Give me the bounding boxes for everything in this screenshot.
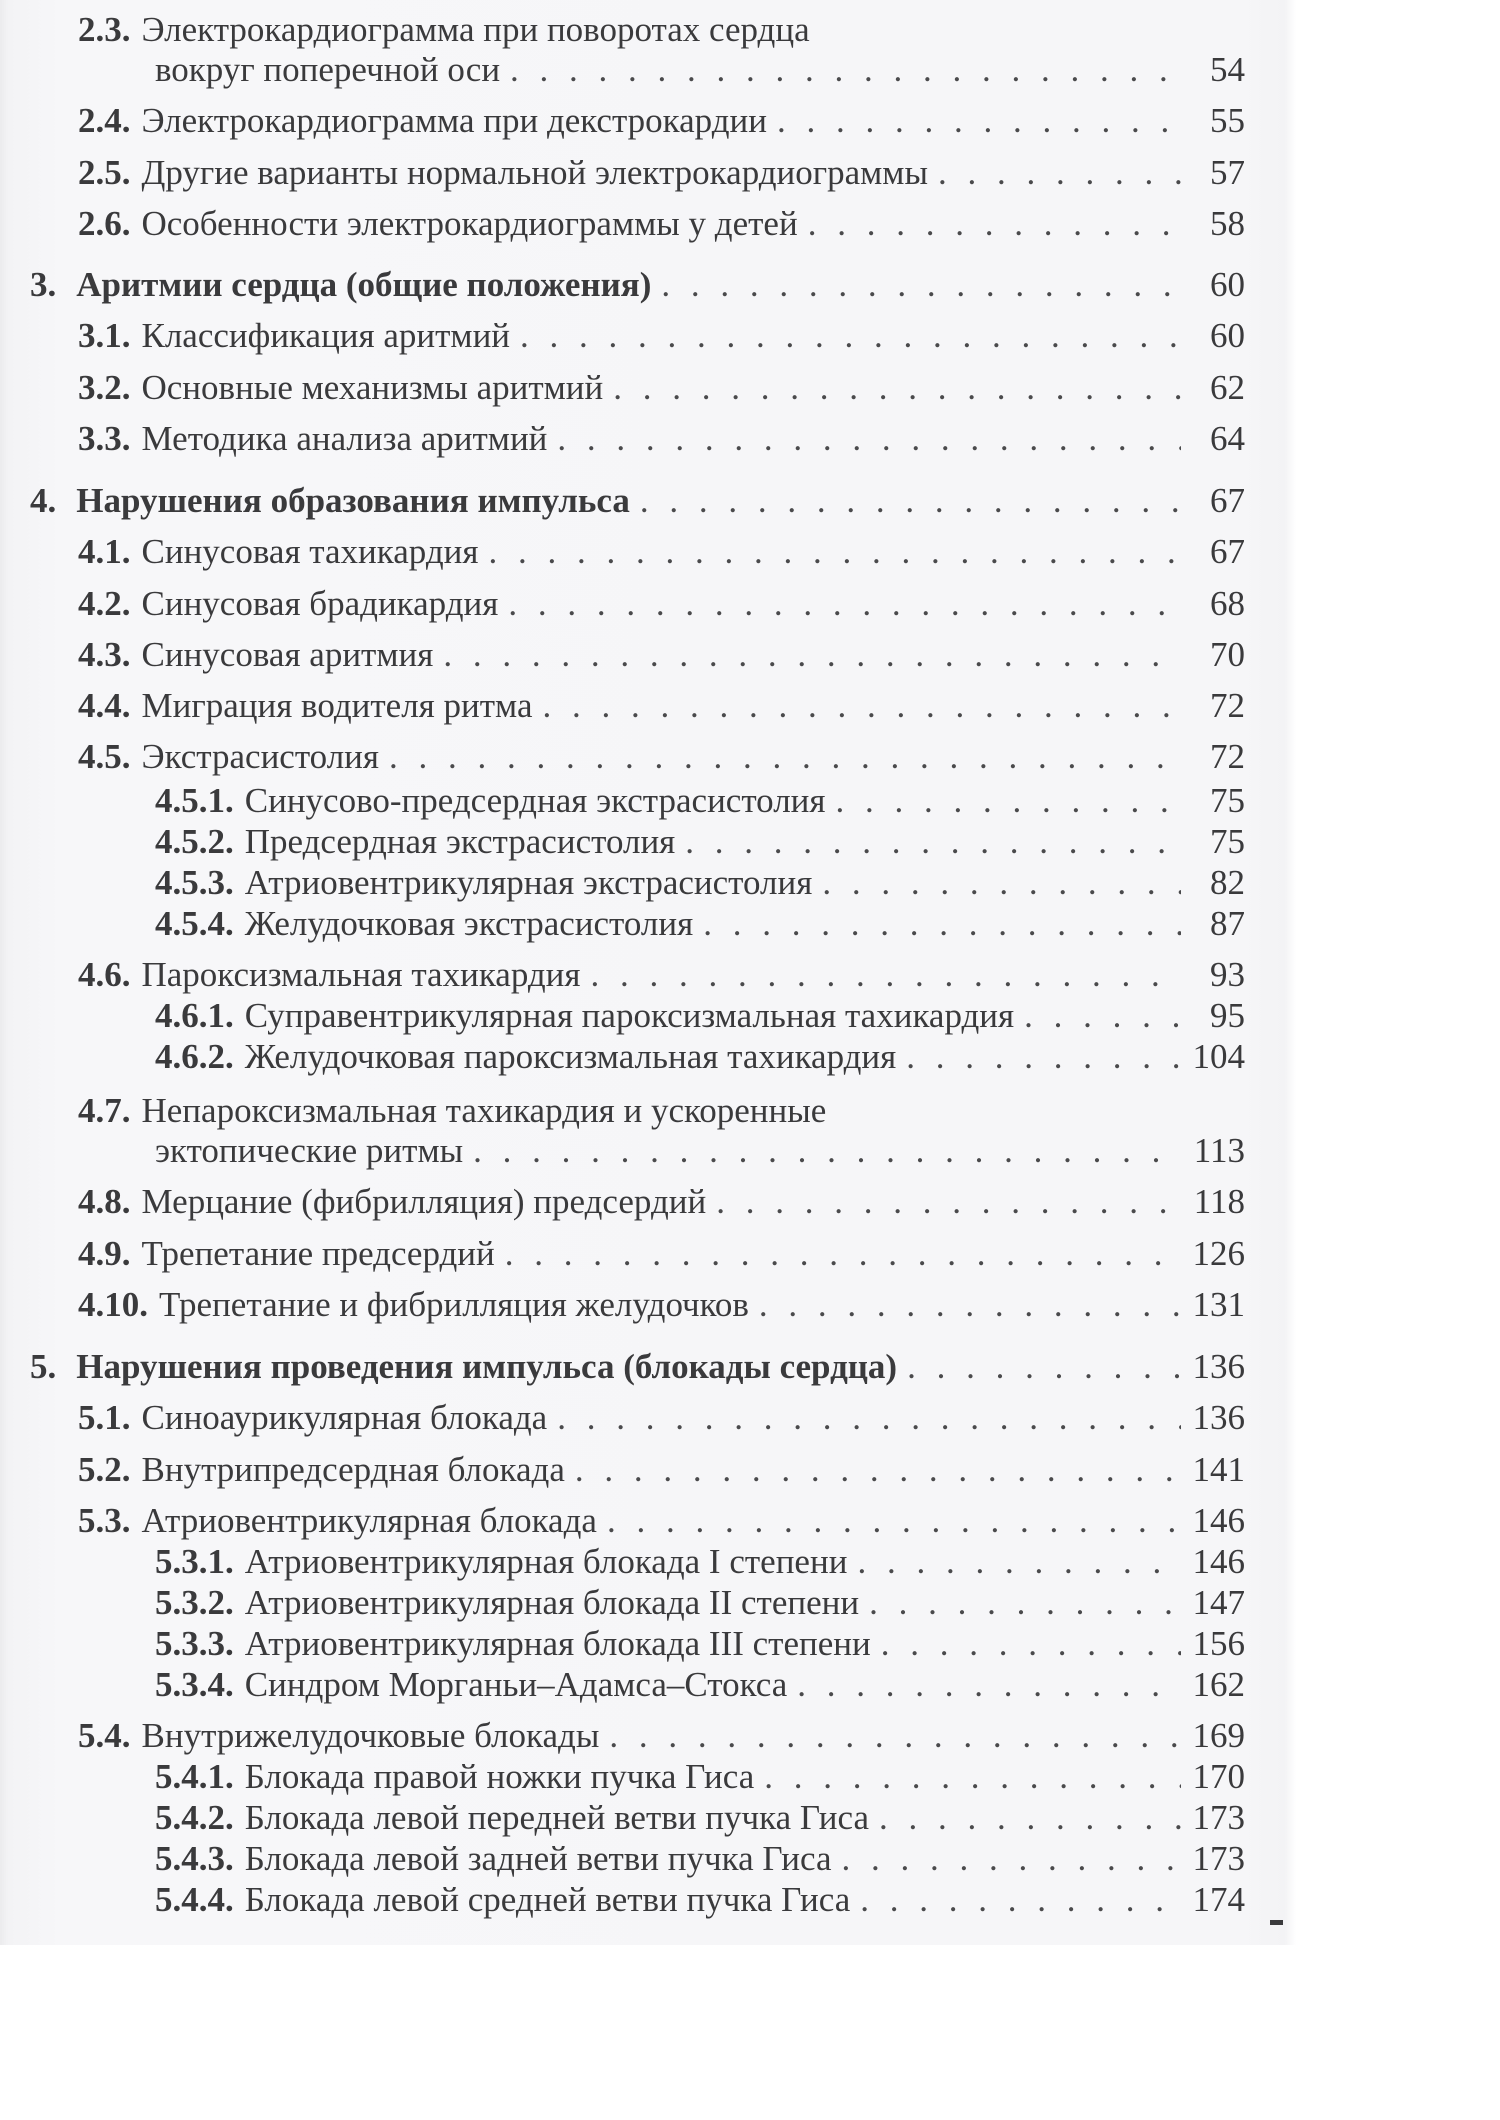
toc-entry-5-3-1[interactable] xyxy=(155,1542,1245,1582)
toc-entry-4-1[interactable] xyxy=(78,532,1245,572)
toc-entry-title: Блокада левой задней ветви пучка Гиса xyxy=(244,1839,832,1878)
toc-entry-4-5-3[interactable] xyxy=(155,863,1245,903)
dot-leader xyxy=(906,1037,1181,1077)
toc-entry-4-10[interactable] xyxy=(78,1285,1245,1325)
dot-leader xyxy=(488,532,1181,572)
toc-page-number: 55 xyxy=(1210,101,1245,140)
toc-entry-number: 3.3. xyxy=(78,419,131,458)
dot-leader xyxy=(613,368,1181,408)
toc-entry-4-4[interactable] xyxy=(78,686,1245,726)
toc-entry-4-5[interactable] xyxy=(78,737,1245,777)
toc-entry-number: 5.4.3. xyxy=(155,1839,234,1878)
dot-leader xyxy=(777,101,1181,141)
toc-page-number: 131 xyxy=(1192,1285,1245,1324)
toc-chapter-title: Аритмии сердца (общие положения) xyxy=(76,265,652,304)
dot-leader xyxy=(842,1839,1181,1879)
dot-leader xyxy=(609,1716,1181,1756)
toc-entry-5-4-2[interactable] xyxy=(155,1798,1245,1838)
toc-page-number: 162 xyxy=(1192,1665,1245,1704)
toc-chapter-number: 5. xyxy=(30,1347,57,1386)
toc-entry-number: 5.4.4. xyxy=(155,1880,234,1919)
toc-entry-5-4[interactable] xyxy=(78,1716,1245,1756)
toc-page-number: 146 xyxy=(1192,1501,1245,1540)
dot-leader xyxy=(661,265,1181,305)
toc-entry-number: 5.4.1. xyxy=(155,1757,234,1796)
toc-page-number: 174 xyxy=(1192,1880,1245,1919)
toc-entry-title: Методика анализа аритмий xyxy=(141,419,548,458)
toc-entry-number: 4.8. xyxy=(78,1182,131,1221)
dot-leader xyxy=(607,1501,1181,1541)
toc-entry-4-7-line1 xyxy=(78,1091,826,1131)
toc-chapter-title: Нарушения образования импульса xyxy=(76,481,630,520)
toc-page-number: 68 xyxy=(1210,584,1245,623)
toc-entry-number: 3.1. xyxy=(78,316,131,355)
toc-entry-title: Основные механизмы аритмий xyxy=(141,368,604,407)
toc-entry-title: вокруг поперечной оси xyxy=(155,50,501,89)
dot-leader xyxy=(1024,996,1181,1036)
toc-entry-number: 4.6. xyxy=(78,955,131,994)
toc-entry-5-1[interactable] xyxy=(78,1398,1245,1438)
toc-entry-number: 5.3.4. xyxy=(155,1665,234,1704)
toc-page-number: 67 xyxy=(1210,532,1245,571)
toc-entry-4-5-1[interactable] xyxy=(155,781,1245,821)
toc-entry-4-6-1[interactable] xyxy=(155,996,1245,1036)
toc-entry-number: 4.4. xyxy=(78,686,131,725)
toc-entry-title: Внутрипредсердная блокада xyxy=(141,1450,565,1489)
dot-leader xyxy=(881,1624,1181,1664)
toc-page-number: 87 xyxy=(1210,904,1245,943)
toc-entry-title: Желудочковая пароксизмальная тахикардия xyxy=(244,1037,897,1076)
toc-entry-title: Желудочковая экстрасистолия xyxy=(244,904,694,943)
toc-entry-title: Атриовентрикулярная блокада III степени xyxy=(244,1624,871,1663)
toc-page-number: 156 xyxy=(1192,1624,1245,1663)
toc-entry-title: Внутрижелудочковые блокады xyxy=(141,1716,600,1755)
toc-entry-title: Электрокардиограмма при декстрокардии xyxy=(141,101,767,140)
toc-entry-4-3[interactable] xyxy=(78,635,1245,675)
toc-entry-5-2[interactable] xyxy=(78,1450,1245,1490)
dot-leader xyxy=(879,1798,1181,1838)
toc-entry-number: 4.5.2. xyxy=(155,822,234,861)
toc-entry-5-3-4[interactable] xyxy=(155,1665,1245,1705)
toc-entry-title: Синоаурикулярная блокада xyxy=(141,1398,548,1437)
toc-entry-number: 5.3. xyxy=(78,1501,131,1540)
toc-entry-2-6[interactable] xyxy=(78,204,1245,244)
toc-page-number: 60 xyxy=(1210,316,1245,355)
toc-page-number: 170 xyxy=(1192,1757,1245,1796)
dot-leader xyxy=(508,584,1181,624)
toc-entry-5-4-4[interactable] xyxy=(155,1880,1245,1920)
toc-entry-title: эктопические ритмы xyxy=(155,1131,464,1170)
toc-page-number: 136 xyxy=(1192,1398,1245,1437)
toc-entry-4-6-2[interactable] xyxy=(155,1037,1245,1077)
dot-leader xyxy=(860,1880,1181,1920)
toc-entry-number: 2.4. xyxy=(78,101,131,140)
toc-entry-number: 4.2. xyxy=(78,584,131,623)
toc-page-number: 82 xyxy=(1210,863,1245,902)
toc-entry-title: Трепетание предсердий xyxy=(141,1234,495,1273)
dot-leader xyxy=(575,1450,1181,1490)
toc-entry-title: Синусовая брадикардия xyxy=(141,584,499,623)
toc-entry-4-6[interactable] xyxy=(78,955,1245,995)
toc-entry-title: Блокада левой передней ветви пучка Гиса xyxy=(244,1798,869,1837)
toc-page-number: 70 xyxy=(1210,635,1245,674)
toc-entry-number: 4.10. xyxy=(78,1285,148,1324)
toc-entry-title: Блокада левой средней ветви пучка Гиса xyxy=(244,1880,851,1919)
toc-entry-number: 5.3.3. xyxy=(155,1624,234,1663)
toc-entry-4-8[interactable] xyxy=(78,1182,1245,1222)
toc-page-number: 60 xyxy=(1210,265,1245,304)
toc-entry-number: 5.1. xyxy=(78,1398,131,1437)
toc-entry-number: 5.4. xyxy=(78,1716,131,1755)
dot-leader xyxy=(716,1182,1181,1222)
toc-entry-2-4[interactable] xyxy=(78,101,1245,141)
toc-entry-title: Атриовентрикулярная экстрасистолия xyxy=(244,863,813,902)
toc-entry-5-4-1[interactable] xyxy=(155,1757,1245,1797)
toc-entry-number: 5.4.2. xyxy=(155,1798,234,1837)
toc-entry-number: 2.3. xyxy=(78,10,131,49)
dot-leader xyxy=(443,635,1181,675)
toc-page-number: 136 xyxy=(1192,1347,1245,1386)
toc-entry-title: Атриовентрикулярная блокада xyxy=(141,1501,597,1540)
toc-entry-number: 4.5.1. xyxy=(155,781,234,820)
toc-entry-number: 2.5. xyxy=(78,153,131,192)
toc-entry-number: 4.1. xyxy=(78,532,131,571)
dot-leader xyxy=(703,904,1181,944)
toc-entry-number: 5.2. xyxy=(78,1450,131,1489)
toc-page-number: 67 xyxy=(1210,481,1245,520)
dot-leader xyxy=(520,316,1181,356)
toc-chapter-5[interactable] xyxy=(30,1347,1245,1387)
toc-entry-5-4-3[interactable] xyxy=(155,1839,1245,1879)
toc-entry-title: Миграция водителя ритма xyxy=(141,686,533,725)
toc-page-number: 62 xyxy=(1210,368,1245,407)
dot-leader xyxy=(759,1285,1181,1325)
toc-page-number: 58 xyxy=(1210,204,1245,243)
toc-entry-number: 4.7. xyxy=(78,1091,131,1130)
dot-leader xyxy=(836,781,1181,821)
dot-leader xyxy=(822,863,1181,903)
toc-entry-title: Атриовентрикулярная блокада I степени xyxy=(244,1542,848,1581)
toc-entry-5-3-3[interactable] xyxy=(155,1624,1245,1664)
toc-page-number: 141 xyxy=(1192,1450,1245,1489)
toc-entry-title: Мерцание (фибрилляция) предсердий xyxy=(141,1182,707,1221)
toc-entry-title: Экстрасистолия xyxy=(141,737,379,776)
toc-page-number: 113 xyxy=(1193,1131,1245,1170)
toc-chapter-number: 4. xyxy=(30,481,57,520)
toc-entry-2-3[interactable] xyxy=(155,50,1245,90)
dot-leader xyxy=(591,955,1181,995)
toc-page-number: 93 xyxy=(1210,955,1245,994)
toc-entry-number: 2.6. xyxy=(78,204,131,243)
dot-leader xyxy=(505,1234,1181,1274)
toc-entry-4-7[interactable] xyxy=(155,1131,1245,1171)
toc-chapter-title: Нарушения проведения импульса (блокады сердца) xyxy=(76,1347,898,1386)
toc-entry-title: Синусово-предсердная экстрасистолия xyxy=(244,781,826,820)
toc-entry-5-3-2[interactable] xyxy=(155,1583,1245,1623)
toc-entry-number: 5.3.2. xyxy=(155,1583,234,1622)
toc-page-number: 173 xyxy=(1192,1839,1245,1878)
toc-entry-title: Атриовентрикулярная блокада II степени xyxy=(244,1583,860,1622)
toc-entry-title: Классификация аритмий xyxy=(141,316,511,355)
toc-entry-title: Блокада правой ножки пучка Гиса xyxy=(244,1757,755,1796)
toc-page-number: 72 xyxy=(1210,737,1245,776)
toc-entry-title: Особенности электрокардиограммы у детей xyxy=(141,204,798,243)
toc-page-number: 147 xyxy=(1192,1583,1245,1622)
toc-entry-title: Непароксизмальная тахикардия и ускоренные xyxy=(141,1091,827,1130)
dot-leader xyxy=(907,1347,1181,1387)
toc-entry-number: 4.5.4. xyxy=(155,904,234,943)
toc-entry-title: Электрокардиограмма при поворотах сердца xyxy=(141,10,810,49)
dot-leader xyxy=(542,686,1181,726)
dot-leader xyxy=(557,419,1181,459)
toc-page-number: 57 xyxy=(1210,153,1245,192)
toc-entry-title: Синусовая тахикардия xyxy=(141,532,479,571)
toc-entry-title: Другие варианты нормальной электрокардиограммы xyxy=(141,153,928,192)
toc-entry-number: 3.2. xyxy=(78,368,131,407)
dot-leader xyxy=(510,50,1181,90)
toc-entry-number: 4.9. xyxy=(78,1234,131,1273)
toc-entry-2-3-line1 xyxy=(78,10,810,50)
toc-page-number: 95 xyxy=(1210,996,1245,1035)
toc-entry-title: Синдром Морганьи–Адамса–Стокса xyxy=(244,1665,788,1704)
toc-entry-3-2[interactable] xyxy=(78,368,1245,408)
dot-leader xyxy=(640,481,1181,521)
toc-chapter-3[interactable] xyxy=(30,265,1245,305)
toc-entry-number: 4.6.1. xyxy=(155,996,234,1035)
dot-leader xyxy=(797,1665,1181,1705)
dot-leader xyxy=(389,737,1181,777)
toc-entry-5-3[interactable] xyxy=(78,1501,1245,1541)
page-edge-mark xyxy=(1270,1920,1283,1925)
toc-page-number: 146 xyxy=(1192,1542,1245,1581)
toc-entry-title: Суправентрикулярная пароксизмальная тахикардия xyxy=(244,996,1015,1035)
toc-chapter-4[interactable] xyxy=(30,481,1245,521)
toc-entry-title: Пароксизмальная тахикардия xyxy=(141,955,581,994)
toc-entry-number: 4.3. xyxy=(78,635,131,674)
toc-entry-title: Трепетание и фибрилляция желудочков xyxy=(159,1285,749,1324)
toc-entry-4-5-4[interactable] xyxy=(155,904,1245,944)
toc-page-number: 104 xyxy=(1192,1037,1245,1076)
toc-page-number: 118 xyxy=(1193,1182,1245,1221)
toc-entry-number: 4.5.3. xyxy=(155,863,234,902)
toc-page-number: 126 xyxy=(1192,1234,1245,1273)
dot-leader xyxy=(685,822,1181,862)
toc-page-number: 169 xyxy=(1192,1716,1245,1755)
toc-entry-3-1[interactable] xyxy=(78,316,1245,356)
toc-entry-3-3[interactable] xyxy=(78,419,1245,459)
dot-leader xyxy=(764,1757,1181,1797)
toc-page-number: 75 xyxy=(1210,822,1245,861)
toc-entry-4-5-2[interactable] xyxy=(155,822,1245,862)
toc-page-number: 75 xyxy=(1210,781,1245,820)
dot-leader xyxy=(808,204,1181,244)
toc-page-number: 54 xyxy=(1210,50,1245,89)
toc-entry-title: Предсердная экстрасистолия xyxy=(244,822,676,861)
dot-leader xyxy=(869,1583,1181,1623)
toc-entry-4-2[interactable] xyxy=(78,584,1245,624)
toc-entry-number: 4.5. xyxy=(78,737,131,776)
dot-leader xyxy=(938,153,1181,193)
toc-entry-number: 4.6.2. xyxy=(155,1037,234,1076)
toc-page-number: 64 xyxy=(1210,419,1245,458)
dot-leader xyxy=(857,1542,1181,1582)
toc-chapter-number: 3. xyxy=(30,265,57,304)
toc-entry-4-9[interactable] xyxy=(78,1234,1245,1274)
dot-leader xyxy=(473,1131,1181,1171)
toc-entry-2-5[interactable] xyxy=(78,153,1245,193)
toc-entry-number: 5.3.1. xyxy=(155,1542,234,1581)
toc-page-number: 173 xyxy=(1192,1798,1245,1837)
toc-entry-title: Синусовая аритмия xyxy=(141,635,434,674)
dot-leader xyxy=(557,1398,1181,1438)
toc-page-number: 72 xyxy=(1210,686,1245,725)
